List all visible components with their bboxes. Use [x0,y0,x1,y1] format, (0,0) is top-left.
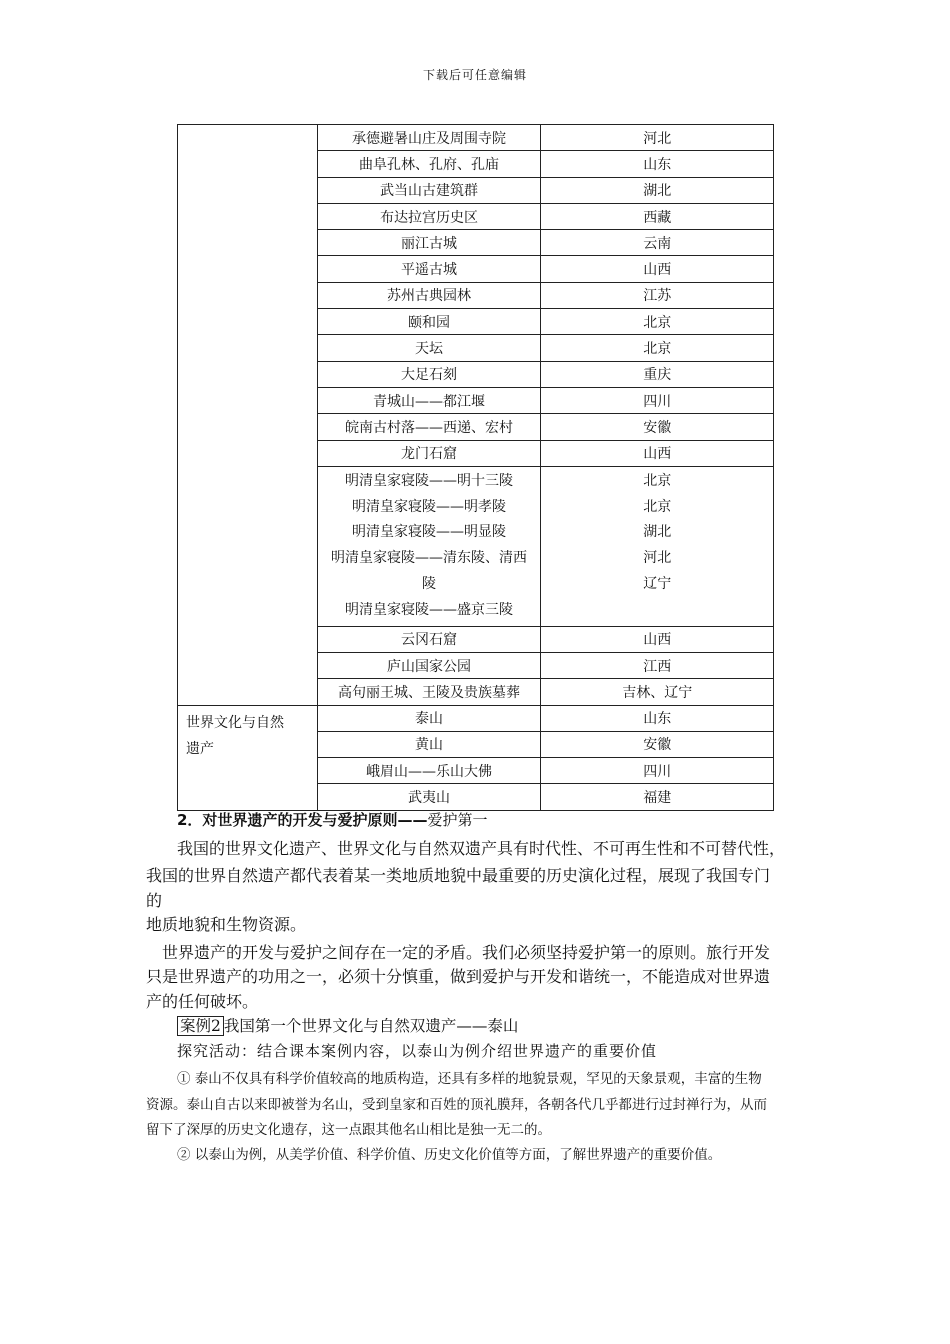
site-cell: 庐山国家公园 [317,652,541,678]
site-cell-ming-qing [317,466,541,626]
province-cell: 山西 [541,626,774,652]
site-cell: 丽江古城 [317,230,541,256]
section-2-title-bold: 2．对世界遗产的开发与爱护原则—— [177,811,428,829]
province-cell: 四川 [541,758,774,784]
site-cell: 武夷山 [317,784,541,810]
province-cell: 云南 [541,230,774,256]
province-cell: 山东 [541,705,774,731]
paragraph-1-line-4: 地质地貌和生物资源。 [146,915,307,934]
site-cell: 皖南古村落——西递、宏村 [317,414,541,440]
site-cell: 天坛 [317,335,541,361]
province-cell: 四川 [541,387,774,413]
site-cell: 武当山古建筑群 [317,177,541,203]
site-cell: 云冈石窟 [317,626,541,652]
province-cell: 安徽 [541,414,774,440]
paragraph-2-line-3: 产的任何破坏。 [146,992,259,1011]
ming-qing-province-line: 湖北 [643,524,672,541]
ming-qing-province-line: 北京 [643,472,672,489]
section-2-title-rest: 爱护第一 [427,811,488,829]
province-cell: 安徽 [541,731,774,757]
page-header: 下载后可任意编辑 [422,68,527,82]
ming-qing-province-line: 辽宁 [643,576,672,593]
item-2: ② 以泰山为例，从美学价值、科学价值、历史文化价值等方面，了解世界遗产的重要价值。 [177,1147,722,1163]
ming-qing-province-line: 河北 [643,550,672,567]
site-cell: 黄山 [317,731,541,757]
paragraph-2-line-1: 世界遗产的开发与爱护之间存在一定的矛盾。我们必须坚持爱护第一的原则。旅行开发 [162,943,771,962]
category-cell-cultural [178,125,318,706]
province-cell: 重庆 [541,361,774,387]
site-cell: 高句丽王城、王陵及贵族墓葬 [317,679,541,705]
case-heading [177,1014,518,1036]
site-cell: 平遥古城 [317,256,541,282]
item-1-line-3: 留下了深厚的历史文化遗存，这一点跟其他名山相比是独一无二的。 [146,1122,551,1138]
site-cell: 颐和园 [317,309,541,335]
province-cell: 江苏 [541,282,774,308]
item-1-line-1: ① 泰山不仅具有科学价值较高的地质构造，还具有多样的地貌景观，罕见的天象景观，丰富的生物 [177,1071,762,1087]
site-cell: 苏州古典园林 [317,282,541,308]
case-label: 案例2 [177,1016,224,1036]
province-cell: 江西 [541,652,774,678]
item-1-line-2: 资源。泰山自古以来即被誉为名山，受到皇家和百姓的顶礼膜拜，各朝各代几乎都进行过封禅行为，从而 [146,1097,767,1113]
section-2-title [177,809,487,830]
site-cell: 曲阜孔林、孔府、孔庙 [317,151,541,177]
table-row [178,705,774,731]
ming-qing-site-line: 明清皇家寝陵——盛京三陵 [344,601,513,618]
category-cell-cultural-natural [178,705,318,810]
ming-qing-site-line: 明清皇家寝陵——明孝陵 [351,498,506,515]
ming-qing-site-line: 明清皇家寝陵——清东陵、清西 [330,550,527,567]
province-cell: 吉林、辽宁 [541,679,774,705]
site-cell: 龙门石窟 [317,440,541,466]
province-cell: 北京 [541,309,774,335]
province-cell: 河北 [541,125,774,151]
ming-qing-province-line: 北京 [643,498,672,515]
site-cell: 大足石刻 [317,361,541,387]
site-cell: 泰山 [317,705,541,731]
site-cell: 承德避暑山庄及周围寺院 [317,125,541,151]
table-row [178,125,774,151]
ming-qing-site-line: 陵 [421,576,436,593]
paragraph-1-line-3: 的 [146,891,163,910]
category-label-line-1: 世界文化与自然 [186,714,284,731]
site-cell: 布达拉宫历史区 [317,203,541,229]
province-cell: 山东 [541,151,774,177]
province-cell-ming-qing [541,466,774,626]
province-cell: 山西 [541,256,774,282]
explore-activity: 探究活动：结合课本案例内容，以泰山为例介绍世界遗产的重要价值 [177,1042,658,1060]
site-cell: 青城山——都江堰 [317,387,541,413]
province-cell: 山西 [541,440,774,466]
case-title: 我国第一个世界文化与自然双遗产——泰山 [223,1017,519,1035]
province-cell: 西藏 [541,203,774,229]
province-cell: 湖北 [541,177,774,203]
ming-qing-site-line: 明清皇家寝陵——明十三陵 [344,472,513,489]
category-label-line-2: 遗产 [186,740,214,757]
ming-qing-site-line: 明清皇家寝陵——明显陵 [351,524,506,541]
paragraph-1-line-1: 我国的世界文化遗产、世界文化与自然双遗产具有时代性、不可再生性和不可替代性， [177,839,786,858]
province-cell: 福建 [541,784,774,810]
paragraph-1-line-2: 我国的世界自然遗产都代表着某一类地质地貌中最重要的历史演化过程，展现了我国专门 [146,866,771,885]
heritage-table [177,124,774,811]
site-cell: 峨眉山——乐山大佛 [317,758,541,784]
province-cell: 北京 [541,335,774,361]
paragraph-2-line-2: 只是世界遗产的功用之一，必须十分慎重，做到爱护与开发和谐统一，不能造成对世界遗 [146,967,771,986]
